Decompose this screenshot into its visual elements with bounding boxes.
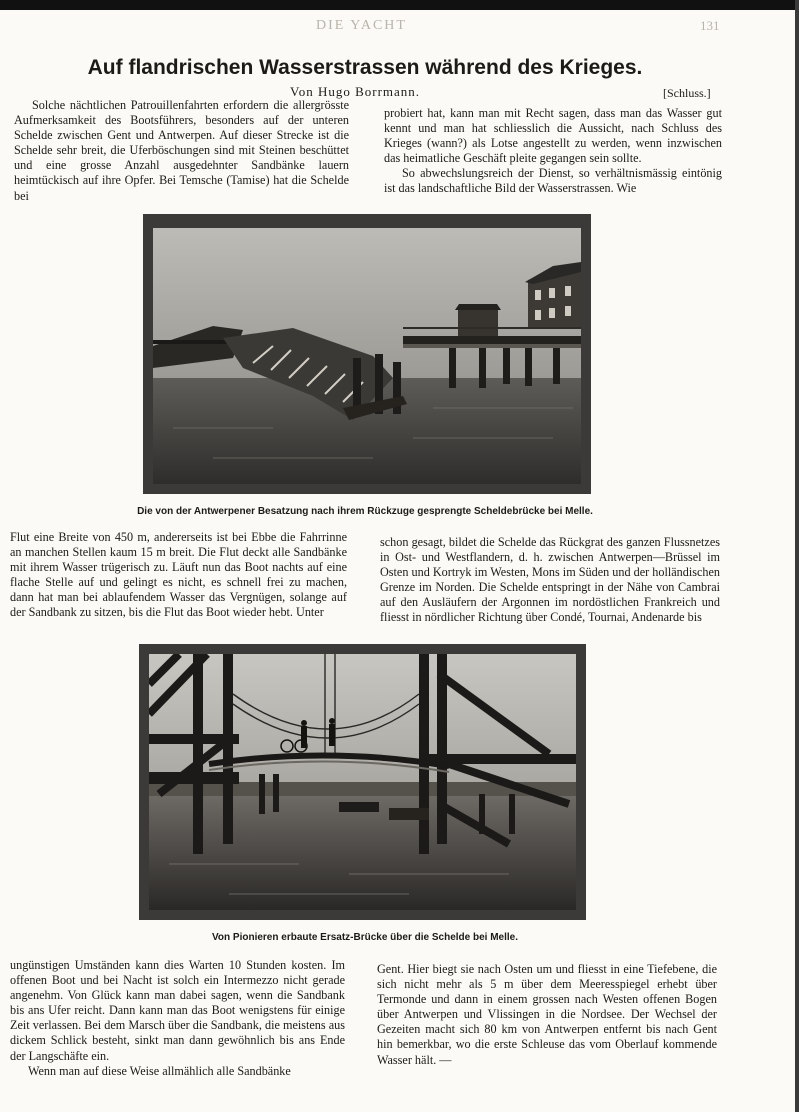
paragraph: Gent. Hier biegt sie nach Osten um und fliesst in eine Tiefebene, die sich nicht mehr als 5 m über dem Meeresspiegel erhebt über Termonde und dann in einem grossen nach Westen offenen Bogen über Antwerpen und Vlissingen in die Nordsee. Der Wechsel der Gezeiten macht sich 80 km von Antwerpen entfernt bis nach Gent hin bemerkbar, wo die erste Schleuse das vom Oberlauf kommende Wasser hält. — bbox=[377, 962, 717, 1067]
section1-left-column bbox=[14, 98, 349, 204]
destroyed-bridge-photo bbox=[153, 228, 581, 484]
paragraph: So abwechslungsreich der Dienst, so verhältnismässig eintönig ist das landschaftliche Bild der Wasserstrassen. Wie bbox=[384, 166, 722, 196]
section3-right-column bbox=[377, 962, 717, 1068]
figure2-caption: Von Pionieren erbaute Ersatz-Brücke über die Schelde bei Melle. bbox=[211, 932, 518, 943]
page-top-edge bbox=[0, 0, 799, 10]
part-note: [Schluss.] bbox=[663, 86, 711, 100]
page-header bbox=[0, 16, 799, 38]
paragraph: schon gesagt, bildet die Schelde das Rückgrat des ganzen Flussnetzes in Ost- und Westflandern, d. h. zwischen Antwerpen—Brüssel im Osten und Kortryk im Westen, Mons im Süden und der holländischen Grenze im Norden. Die Schelde entspringt in der Nähe von Cambrai auf den Ausläufern der Argonnen im nordöstlichen Frankreich und fliesst in nördlicher Richtung über Condé, Tournai, Andenarde bis bbox=[380, 535, 720, 625]
page-number: 131 bbox=[700, 18, 720, 33]
section1-right-column bbox=[384, 106, 722, 197]
figure2-frame bbox=[139, 644, 586, 920]
figure1-caption: Die von der Antwerpener Besatzung nach ihrem Rückzuge gesprengte Scheldebrücke bei Melle. bbox=[137, 506, 593, 517]
paragraph: Wenn man auf diese Weise allmählich alle Sandbänke bbox=[28, 1063, 291, 1078]
article-byline: Von Hugo Borrmann. bbox=[290, 84, 421, 99]
page-right-edge bbox=[795, 0, 799, 1112]
running-head: DIE YACHT bbox=[316, 18, 407, 33]
section2-right-column bbox=[380, 535, 720, 626]
article-title: Auf flandrischen Wasserstrassen während des Krieges. bbox=[87, 56, 643, 79]
figure2-photo bbox=[149, 654, 576, 910]
figure1-frame bbox=[143, 214, 591, 494]
paragraph: probiert hat, kann man mit Recht sagen, dass man das Wasser gut kennt und man hat schliesslich die Aussicht, nach Schluss des Krieges (wann?) als Lotse angestellt zu werden, wenn inzwischen das heimatliche Geschäft pleite gegangen sein sollte. bbox=[384, 106, 722, 166]
section3-left-column bbox=[10, 958, 345, 1079]
figure1-photo bbox=[153, 228, 581, 484]
paragraph: Flut eine Breite von 450 m, andererseits ist bei Ebbe die Fahrrinne an manchen Stellen kaum 15 m breit. Die Flut deckt alle Sandbänke mit ihrem Wasser trügerisch zu. Läuft nun das Boot nachts auf eine flache Stelle auf und gelingt es nicht, es schnell frei zu machen, dann hat man bei ablaufendem Wasser das Vergnügen, solange auf der Sandbank zu sitzen, bis die Flut das Boot wieder hebt. Unter bbox=[10, 530, 347, 620]
section2-left-column bbox=[10, 530, 347, 621]
pioneer-bridge-photo bbox=[149, 654, 576, 910]
paragraph: ungünstigen Umständen kann dies Warten 10 Stunden kosten. Im offenen Boot und bei Nacht ist solch ein Intermezzo nicht gerade angenehm. Von Glück kann man dabei sagen, wenn die Sandbank bis ans Ufer reicht. Dann kann man das Boot wenigstens für einige Zeit verlassen. Bei dem Marsch über die Sandbank, die meistens aus dickem Schlick besteht, sinkt man dann gewöhnlich bis ans Ende der Langschäfte ein. bbox=[10, 958, 345, 1063]
paragraph: Solche nächtlichen Patrouillenfahrten erfordern die allergrösste Aufmerksamkeit des Bootsführers, besonders auf der unteren Schelde zwischen Gent und Antwerpen. Auf dieser Strecke ist die Schelde sehr breit, die Uferböschungen sind mit Steinen beschüttet und eine grosse Anzahl ausgedehnter Sandbänke lauern heimtückisch auf ihre Opfer. Bei Temsche (Tamise) hat die Schelde bei bbox=[14, 98, 349, 203]
